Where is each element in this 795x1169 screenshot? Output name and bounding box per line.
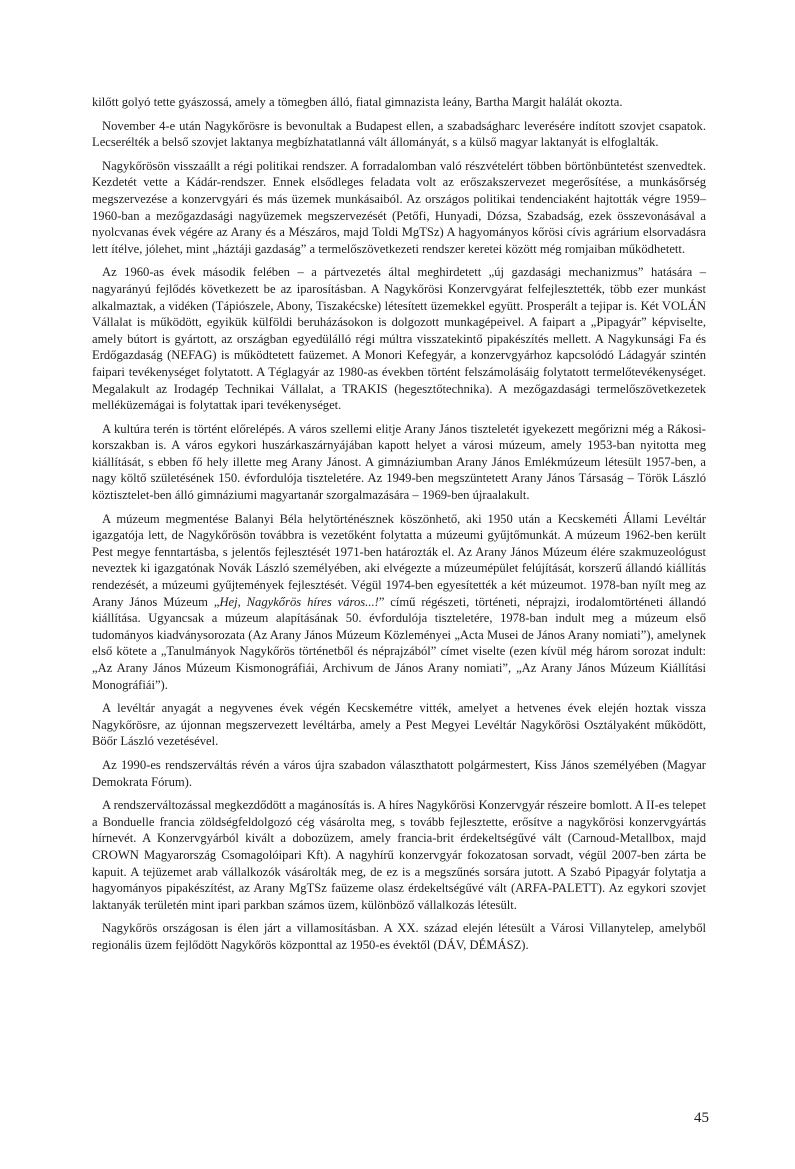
paragraph: A levéltár anyagát a negyvenes évek végén Kecskemétre vitték, amelyet a hetvenes évek elején hoztak vissza Nagykőrösre, az újonnan megszervezett levéltárba, amely a Pest Megyei Levéltár Nagykőrösi Osztályaként működött, Böőr László vezetésével.: [92, 701, 706, 749]
paragraph: Az 1990-es rendszerváltás révén a város újra szabadon választhatott polgármestert, Kiss János személyében (Magyar Demokrata Fórum).: [92, 757, 706, 789]
paragraph-museum: A múzeum megmentése Balanyi Béla helytörténésznek köszönhető, aki 1950 után a Kecskeméti Állami Levéltár igazgatója lett, de Nagykőrösön továbbra is vezetőként folytatta a múzeumi gyűjtőmunkát. A múzeum 1962-ben került Pest megye fenntartásba, s jelentős fejlesztését 1971-ben határozták el. Az Arany János Múzeum élére szakmuzeológust neveztek ki igazgatónak Novák László személyében, aki elvégezte a múzeumépület felújítását, korszerű állandó kiállítás rendezését, a múzeumi gyűjtemények fejlesztését. Végül 1974-ben egyesítették a két múzeumot. 1978-ban nyílt meg az Arany János Múzeum „Hej, Nagykőrös híres város...!” című régészeti, történeti, néprajzi, irodalomtörténeti állandó kiállítása. Ugyancsak a múzeum alapításának 50. évfordulója tiszteletére, 1978-ban indult meg a múzeum első tudományos kiadványsorozata (Az Arany János Múzeum Közleményei „Acta Musei de János Arany nomiati”), amelynek első kötete a „Tanulmányok Nagykőrös történetből és néprajzából” címet viselte (ezen kívül még három sorozat indult: „Az Arany János Múzeum Kismonográfiái, Archivum de János Arany nomiati”, „Az Arany János Múzeum Kiállítási Monográfiái”).: [92, 511, 707, 692]
page-number: 45: [694, 1110, 709, 1126]
paragraph: Az 1960-as évek második felében – a pártvezetés által meghirdetett „új gazdasági mechanizmus” hatására – nagyarányú fejlődés következett be az iparosításban. A Nagykőrösi Konzervgyárat felfejlesztették, több ezer munkást alkalmaztak, a vidéken (Tápiószele, Abony, Tiszakécske) létesített üzemekkel együtt. Prosperált a tejipar is. Két VOLÁN Vállalat is működött, egyikük külföldi beruházásokon is dolgozott munkagépeivel. A faipart a „Pipagyár” képviselte, amely bútort is gyártott, az országban egyedülálló régi múltra visszatekintő pipakészítés mellett. A Nagykunsági Fa és Erdőgazdaság (NEFAG) is működtetett faüzemet. A Monori Kefegyár, a konzervgyárhoz kapcsolódó Ládagyár szintén faipari tevékenységet folytatott. A Téglagyár az 1980-as években történt felszámolásáig folytatott termelőtevékenységet. Megalakult az Irodagép Technikai Vállalat, a TRAKIS (hegesztőtechnika). A mezőgazdasági termelőszövetkezetek melléküzemágai is folytattak ipari tevékenységet.: [92, 265, 706, 413]
exhibition-title: Hej, Nagykőrös híres város...!: [219, 594, 379, 609]
paragraph: Nagykőrös országosan is élen járt a villamosításban. A XX. század elején létesült a Városi Villanytelep, amelyből regionális üzem fejlődött Nagykőrös központtal az 1950-es évektől (DÁV, DÉMÁSZ).: [92, 921, 706, 952]
paragraph: A kultúra terén is történt előrelépés. A város szellemi elitje Arany János tiszteletét igyekezett megőrizni még a Rákosi-korszakban is. A város egykori huszárkaszárnyájában kapott helyet a városi múzeum, amely 1953-ban nyitotta meg kiállítását, s ebben fő hely illette meg Arany Jánost. A gimnáziumban Arany János Emlékmúzeum létesült 1957-ben, a nagy költő születésének 150. évfordulója tiszteletére. Az 1949-ben megszüntetett Arany János Társaság – Török László köztisztelet-ben álló gimnáziumi magyartanár szorgalmazására – 1969-ben újraalakult.: [92, 421, 706, 503]
paragraph: Nagykőrösön visszaállt a régi politikai rendszer. A forradalomban való részvételért többen börtönbüntetést szenvedtek. Kezdetét vette a Kádár-rendszer. Ennek elsődleges feladata volt az erőszakszervezet megerősítése, a munkásőrség megszervezése a konzervgyári és más üzemek munkásaiból. Az országos politikai tendenciaként hajtották végre 1959–1960-ban a mezőgazdasági nagyüzemek megszervezését (Petőfi, Hunyadi, Dózsa, Szabadság, ezek összevonásával a nyolcvanas évek végére az Arany és a Mészáros, majd Toldi MgTSz) A hagyományos kőrösi cívis agrárium elsorvadásra lett ítélve, jólehet, mint „háztáji gazdaság” a termelőszövetkezeti rendszer keretei között még romjaiban működhetett.: [92, 158, 706, 256]
paragraph: November 4-e után Nagykőrösre is bevonultak a Budapest ellen, a szabadságharc leverésére indított szovjet csapatok. Lecserélték a belső szovjet laktanya megbízhatatlanná vált állományát, s a külső magyar laktanyát is elfoglalták.: [92, 118, 706, 150]
paragraph-museum-part2: ” című régészeti, történeti, néprajzi, irodalomtörténeti állandó kiállítása. Ugyancsak a múzeum alapításának 50. évfordulója tiszteletére, 1978-ban indult meg a múzeum első tudományos kiadványsorozata (Az Arany János Múzeum Közleményei „Acta Musei de János Arany nomiati”), amelynek első kötete a „Tanulmányok Nagykőrös történetből és néprajzából” címet viselte (ezen kívül még három sorozat indult: „Az Arany János Múzeum Kismonográfiái, Archivum de János Arany nomiati”, „Az Arany János Múzeum Kiállítási Monográfiái”).: [92, 594, 707, 692]
paragraph: A rendszerváltozással megkezdődött a magánosítás is. A híres Nagykőrösi Konzervgyár részeire bomlott. A II-es telepet a Bonduelle francia zöldségfeldolgozó cég vásárolta meg, s tovább fejlesztette, erősítve a nagykőrösi konzervgyártás hírnevét. A Konzervgyárból kivált a dobozüzem, amely francia-brit érdekeltségűvé vált (Carnoud-Metallbox, majd CROWN Magyarország Csomagolóipari Kft). A nagyhírű konzervgyár fokozatosan sorvadt, végül 2007-ben zárta be kapuit. A tejüzemet arab vállalkozók vásárolták meg, de ez is a megszűnés sorsára jutott. A Szabó Pipagyár folytatja a hagyományos pipakészítést, az Arany MgTSz faüzeme olasz érdekeltségűvé vált (ARFA-PALETT). Az egykori szovjet laktanyák területén mint ipari parkban számos üzem, különböző vállalkozás létesült.: [92, 798, 706, 912]
page-text-body: [92, 94, 706, 961]
paragraph-museum-part1: A múzeum megmentése Balanyi Béla helytörténésznek köszönhető, aki 1950 után a Kecskeméti Állami Levéltár igazgatója lett, de Nagykőrösön továbbra is vezetőként folytatta a múzeumi gyűjtőmunkát. A múzeum 1962-ben került Pest megye fenntartásba, s jelentős fejlesztését 1971-ben határozták el. Az Arany János Múzeum élére szakmuzeológust neveztek ki igazgatónak Novák László személyében, aki elvégezte a múzeumépület felújítását, korszerű állandó kiállítás rendezését, a múzeumi gyűjtemények fejlesztését. Végül 1974-ben egyesítették a két múzeumot. 1978-ban nyílt meg az Arany János Múzeum: [92, 511, 706, 609]
paragraph-continuation: kilőtt golyó tette gyászossá, amely a tömegben álló, fiatal gimnazista leány, Bartha Margit halálát okozta.: [92, 95, 623, 109]
